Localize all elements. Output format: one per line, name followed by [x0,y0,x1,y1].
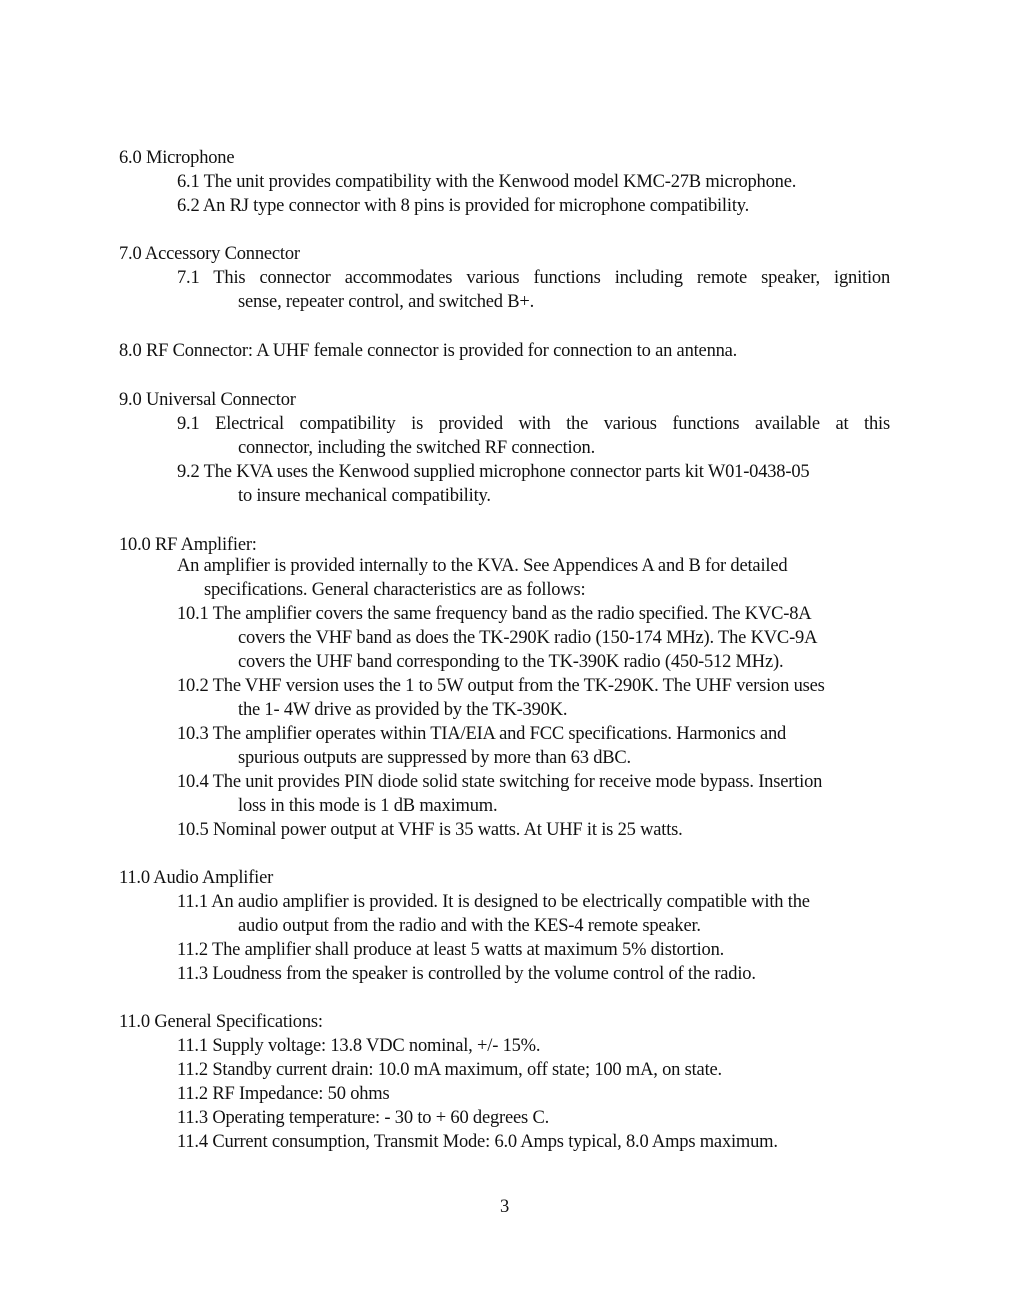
item-9-1-line2: connector, including the switched RF connection. [238,438,596,458]
item-10-1-line3: covers the UHF band corresponding to the TK-390K radio (450-512 MHz). [238,652,784,672]
item-9-2-line2: to insure mechanical compatibility. [238,486,491,506]
item-6-2: 6.2 An RJ type connector with 8 pins is provided for microphone compatibility. [177,196,750,216]
spec-rf-impedance: 11.2 RF Impedance: 50 ohms [177,1084,390,1104]
spec-operating-temperature: 11.3 Operating temperature: - 30 to + 60 degrees C. [177,1108,550,1128]
item-7-1-line1: 7.1 This connector accommodates various functions including remote speaker, ignition [177,268,890,288]
item-10-4-line2: loss in this mode is 1 dB maximum. [238,796,498,816]
item-10-1-line2: covers the VHF band as does the TK-290K radio (150-174 MHz). The KVC-9A [238,628,818,648]
item-9-2-line1: 9.2 The KVA uses the Kenwood supplied microphone connector parts kit W01-0438-05 [177,462,810,482]
item-10-4-line1: 10.4 The unit provides PIN diode solid state switching for receive mode bypass. Insertion [177,772,823,792]
item-10-2-line1: 10.2 The VHF version uses the 1 to 5W output from the TK-290K. The UHF version uses [177,676,825,696]
item-10-5-line1: 10.5 Nominal power output at VHF is 35 watts. At UHF it is 25 watts. [177,820,683,840]
section-heading-audio-amplifier: 11.0 Audio Amplifier [119,868,274,888]
section-rf-connector: 8.0 RF Connector: A UHF female connector is provided for connection to an antenna. [119,341,738,361]
section-heading-accessory-connector: 7.0 Accessory Connector [119,244,300,264]
item-11-1-line2: audio output from the radio and with the KES-4 remote speaker. [238,916,701,936]
item-7-1-line2: sense, repeater control, and switched B+. [238,292,535,312]
item-10-3-line1: 10.3 The amplifier operates within TIA/EIA and FCC specifications. Harmonics and [177,724,787,744]
rf-amp-intro-line1: An amplifier is provided internally to the KVA. See Appendices A and B for detailed [177,556,788,576]
item-9-1-line1: 9.1 Electrical compatibility is provided with the various functions available at this [177,414,890,434]
item-10-2-line2: the 1- 4W drive as provided by the TK-390K. [238,700,568,720]
spec-current-consumption: 11.4 Current consumption, Transmit Mode: 6.0 Amps typical, 8.0 Amps maximum. [177,1132,778,1152]
rf-amp-intro-line2: specifications. General characteristics are as follows: [204,580,586,600]
item-11-1-line1: 11.1 An audio amplifier is provided. It is designed to be electrically compatible with the [177,892,810,912]
item-11-2-line1: 11.2 The amplifier shall produce at least 5 watts at maximum 5% distortion. [177,940,725,960]
item-10-3-line2: spurious outputs are suppressed by more than 63 dBC. [238,748,631,768]
item-11-3-line1: 11.3 Loudness from the speaker is controlled by the volume control of the radio. [177,964,756,984]
section-heading-rf-amplifier: 10.0 RF Amplifier: [119,535,257,555]
section-heading-general-specifications: 11.0 General Specifications: [119,1012,323,1032]
spec-standby-current: 11.2 Standby current drain: 10.0 mA maximum, off state; 100 mA, on state. [177,1060,722,1080]
item-10-1-line1: 10.1 The amplifier covers the same frequency band as the radio specified. The KVC-8A [177,604,812,624]
spec-supply-voltage: 11.1 Supply voltage: 13.8 VDC nominal, +/- 15%. [177,1036,541,1056]
page-number: 3 [499,1197,510,1217]
item-6-1: 6.1 The unit provides compatibility with the Kenwood model KMC-27B microphone. [177,172,797,192]
section-heading-universal-connector: 9.0 Universal Connector [119,390,296,410]
section-heading-microphone: 6.0 Microphone [119,148,235,168]
